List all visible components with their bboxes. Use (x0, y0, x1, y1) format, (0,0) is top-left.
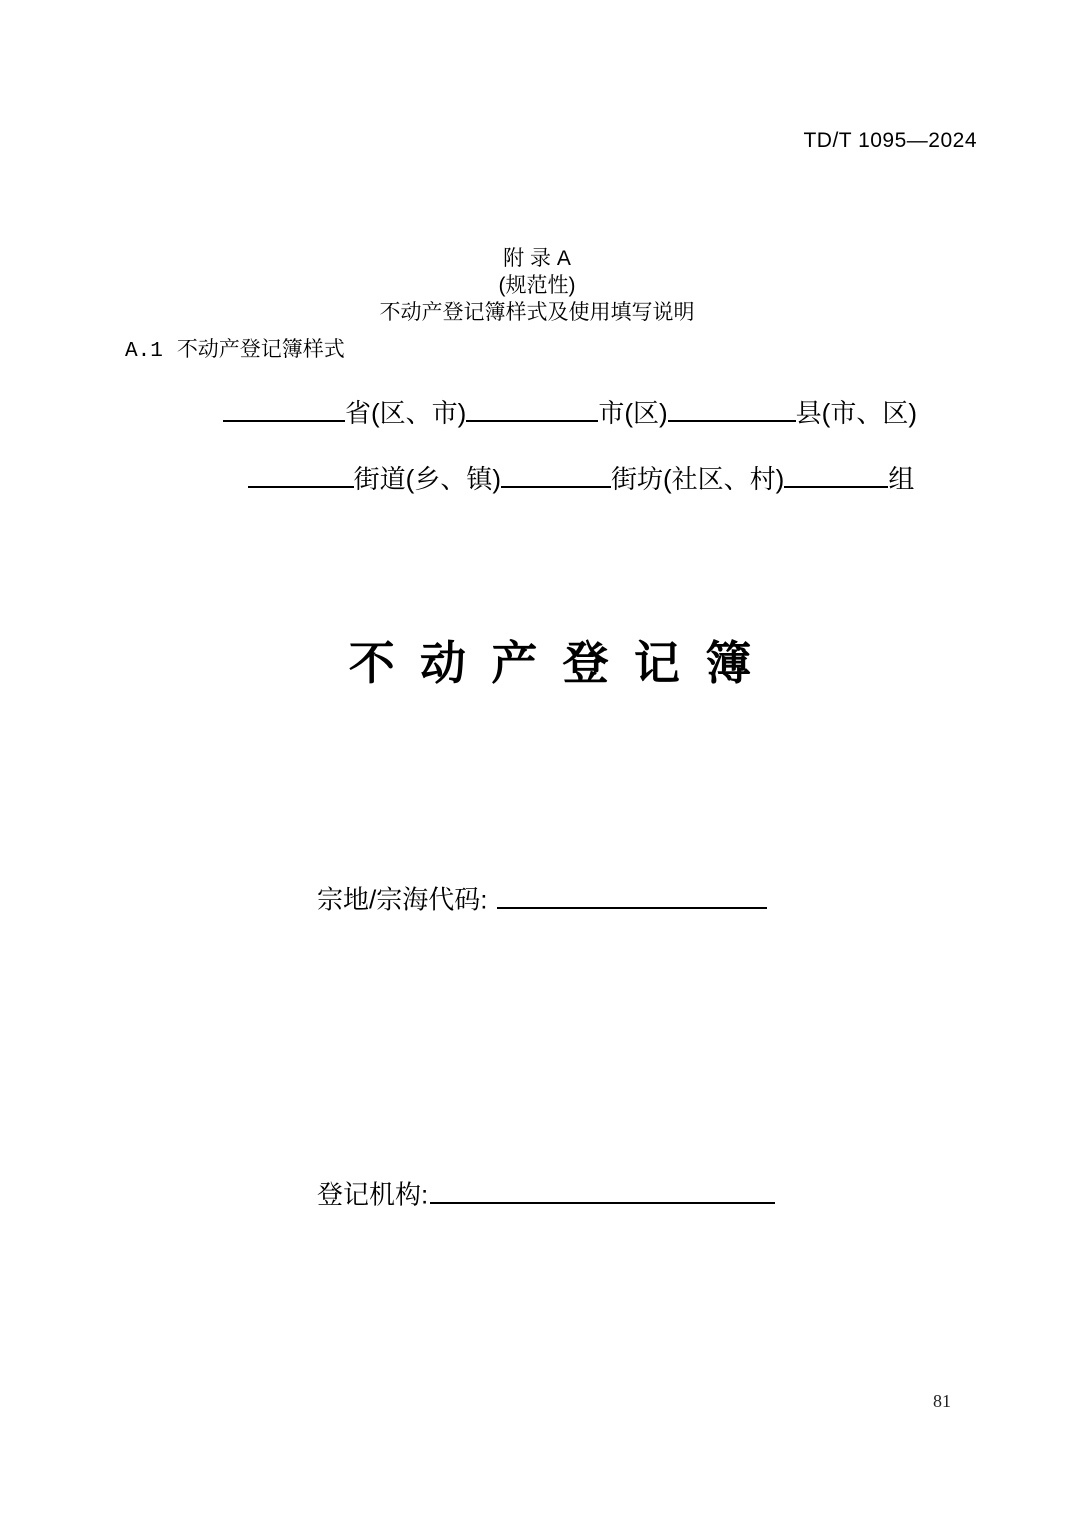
standard-number: TD/T 1095—2024 (803, 129, 977, 152)
appendix-title: 不动产登记簿样式及使用填写说明 (379, 301, 695, 324)
section-heading (125, 333, 345, 363)
province-label: 省(区、市) (345, 397, 467, 428)
section-title: 不动产登记簿样式 (176, 338, 345, 361)
block-label: 街坊(社区、村) (610, 463, 785, 494)
province-blank (223, 395, 345, 422)
city-label: 市(区) (598, 397, 668, 428)
registry-blank (430, 1177, 775, 1204)
section-number: A.1 (125, 340, 163, 363)
admin-division-line-1 (33, 395, 1074, 429)
book-title (13, 638, 1074, 689)
block-blank (501, 461, 611, 488)
appendix-normative-note: (规范性) (498, 274, 576, 297)
page-number: 81 (933, 1391, 951, 1411)
street-label: 街道(乡、镇) (353, 463, 501, 494)
group-blank (784, 461, 888, 488)
county-label: 县(市、区) (795, 397, 917, 428)
group-label: 组 (888, 463, 915, 494)
registry-label: 登记机构: (317, 1179, 429, 1210)
appendix-label: 附 录 A (503, 247, 571, 270)
street-blank (248, 461, 354, 488)
book-title-text: 不动产登记簿 (348, 637, 777, 689)
admin-division-line-2 (44, 461, 1074, 495)
parcel-code-row (317, 882, 767, 916)
parcel-code-label: 宗地/宗海代码: (317, 884, 488, 915)
parcel-code-blank (497, 882, 767, 909)
county-blank (668, 395, 796, 422)
registry-row (317, 1177, 775, 1211)
appendix-heading (0, 245, 1074, 326)
city-blank (466, 395, 598, 422)
